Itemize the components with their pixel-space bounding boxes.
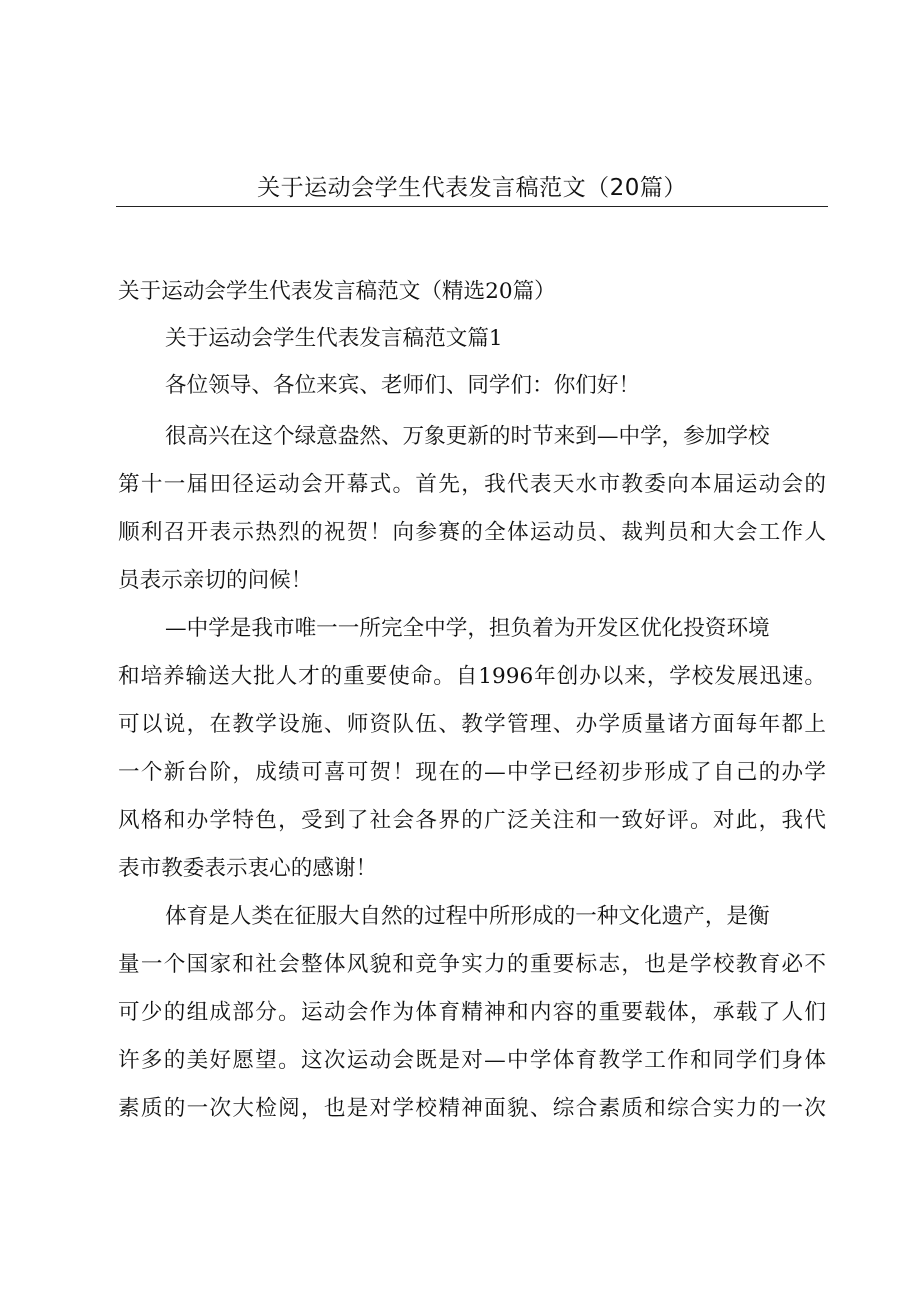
paragraph-line: 可以说，在教学设施、师资队伍、教学管理、办学质量诸方面每年都上 [118,712,826,737]
paragraph-line: 第十一届田径运动会开幕式。首先，我代表天水市教委向本届运动会的 [118,472,826,497]
paragraph-line: 员表示亲切的问候！ [118,568,313,593]
paragraph-line: 量一个国家和社会整体风貌和竞争实力的重要标志，也是学校教育必不 [118,952,826,977]
paragraph-line: 风格和办学特色，受到了社会各界的广泛关注和一致好评。对此，我代 [118,808,826,833]
paragraph-line: 许多的美好愿望。这次运动会既是对—中学体育教学工作和同学们身体 [118,1048,826,1073]
paragraph-line: 素质的一次大检阅，也是对学校精神面貌、综合素质和综合实力的一次 [118,1096,826,1121]
page-title: 关于运动会学生代表发言稿范文（20篇） [257,175,687,201]
paragraph-line: 很高兴在这个绿意盎然、万象更新的时节来到—中学，参加学校 [165,424,770,449]
paragraph-line: 体育是人类在征服大自然的过程中所形成的一种文化遗产，是衡 [165,904,770,929]
paragraph-line: 顺利召开表示热烈的祝贺！向参赛的全体运动员、裁判员和大会工作人 [118,520,826,545]
greeting-line: 各位领导、各位来宾、老师们、同学们：你们好！ [165,373,641,398]
paragraph-line: 一个新台阶，成绩可喜可贺！现在的—中学已经初步形成了自己的办学 [118,760,826,785]
section-title: 关于运动会学生代表发言稿范文篇1 [165,326,503,351]
document-subtitle: 关于运动会学生代表发言稿范文（精选20篇） [118,279,556,304]
paragraph-line: 和培养输送大批人才的重要使命。自1996年创办以来，学校发展迅速。 [118,664,826,689]
paragraph-line: 可少的组成部分。运动会作为体育精神和内容的重要载体，承载了人们 [118,1000,826,1025]
document-header [116,170,828,207]
paragraph-line: —中学是我市唯一一所完全中学，担负着为开发区优化投资环境 [165,616,770,641]
paragraph-line: 表市教委表示衷心的感谢！ [118,856,378,881]
